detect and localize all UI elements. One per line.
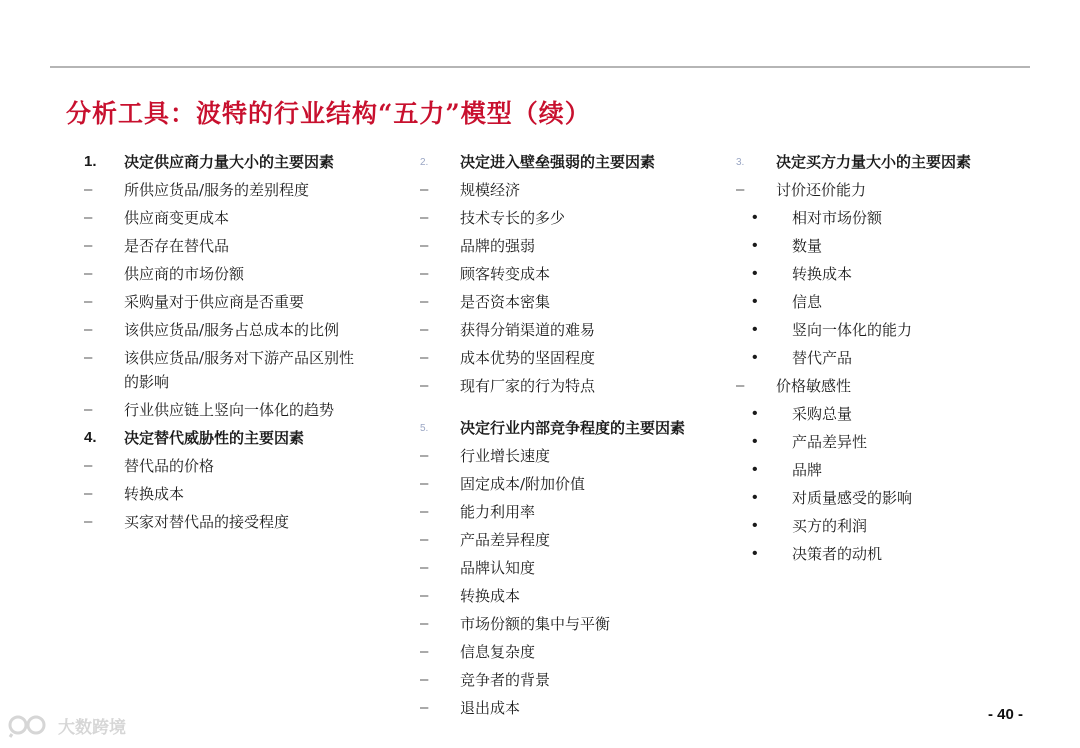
dash-marker: – [420, 503, 429, 520]
sub-list-item [736, 542, 1036, 566]
list-item-text: 决策者的动机 [792, 545, 883, 563]
bullet-marker: • [752, 433, 758, 450]
list-item-text: 所供应货品/服务的差别程度 [124, 181, 310, 199]
list-item-text: 买方的利润 [792, 517, 868, 535]
list-item-text: 行业增长速度 [460, 447, 551, 465]
list-item-text: 转换成本 [460, 587, 521, 605]
page-title: 分析工具：波特的行业结构“五力”模型（续） [66, 99, 591, 128]
list-item-text: 数量 [792, 237, 823, 255]
watermark-text: 大数跨境 [58, 717, 126, 737]
dash-marker: – [84, 209, 93, 226]
list-item-text: 信息 [792, 293, 823, 311]
list-item [84, 346, 364, 394]
dash-marker: – [84, 293, 93, 310]
list-item [420, 696, 720, 720]
list-item [420, 556, 720, 580]
list-item-text: 对质量感受的影响 [792, 489, 913, 507]
list-item-text: 成本优势的坚固程度 [460, 349, 596, 367]
dash-marker: – [420, 377, 429, 394]
list-item-text: 转换成本 [792, 265, 853, 283]
list-item [420, 444, 720, 468]
sub-list-item [736, 262, 1036, 286]
dash-marker: – [420, 209, 429, 226]
dash-marker: – [420, 587, 429, 604]
list-item [736, 374, 1036, 398]
list-item [84, 206, 364, 230]
list-item-text: 产品差异程度 [460, 531, 551, 549]
section-number: 4. [84, 429, 97, 446]
dash-marker: – [84, 265, 93, 282]
sub-list-item [736, 206, 1036, 230]
list-item-text: 现有厂家的行为特点 [460, 377, 596, 395]
dash-marker: – [736, 181, 745, 198]
list-item-text: 供应商的市场份额 [124, 265, 245, 283]
list-item-text: 固定成本/附加价值 [460, 475, 586, 493]
list-item-text: 是否资本密集 [460, 293, 551, 311]
sub-list-item [736, 402, 1036, 426]
list-item-text: 市场份额的集中与平衡 [460, 615, 611, 633]
list-item [84, 290, 364, 314]
bullet-marker: • [752, 349, 758, 366]
dash-marker: – [420, 447, 429, 464]
dash-marker: – [420, 265, 429, 282]
dash-marker: – [420, 615, 429, 632]
bullet-marker: • [752, 517, 758, 534]
list-item-text: 转换成本 [124, 485, 185, 503]
dash-marker: – [84, 181, 93, 198]
bullet-marker: • [752, 489, 758, 506]
list-item-text: 采购总量 [792, 405, 853, 423]
section-heading [420, 416, 720, 440]
page-number: - 40 - [988, 706, 1024, 723]
sub-list-item [736, 318, 1036, 342]
list-item-text: 相对市场份额 [792, 209, 883, 227]
list-item-text: 品牌 [792, 461, 823, 479]
watermark-logo-icon [8, 712, 52, 738]
dash-marker: – [84, 401, 93, 418]
list-item-text: 获得分销渠道的难易 [460, 321, 596, 339]
list-item [420, 374, 720, 398]
list-item-text: 信息复杂度 [460, 643, 536, 661]
list-item [420, 346, 720, 370]
section-number: 1. [84, 153, 97, 170]
list-item-text: 替代产品 [792, 349, 853, 367]
column-supplier-substitute [84, 150, 364, 538]
list-item [84, 482, 364, 506]
list-item-text: 买家对替代品的接受程度 [124, 513, 290, 531]
top-divider [50, 66, 1030, 68]
list-item-text: 讨价还价能力 [776, 181, 867, 199]
dash-marker: – [420, 699, 429, 716]
section-heading [84, 426, 364, 450]
bullet-marker: • [752, 293, 758, 310]
list-item [420, 500, 720, 524]
dash-marker: – [84, 237, 93, 254]
dash-marker: – [84, 321, 93, 338]
list-item-text: 产品差异性 [792, 433, 868, 451]
list-item-text: 行业供应链上竖向一体化的趋势 [124, 401, 335, 419]
column-entry-rivalry [420, 150, 720, 724]
section-title: 决定买方力量大小的主要因素 [776, 153, 972, 171]
dash-marker: – [84, 513, 93, 530]
list-item [84, 398, 364, 422]
list-item [420, 206, 720, 230]
section-gap [420, 402, 720, 416]
list-item-text: 供应商变更成本 [124, 209, 230, 227]
list-item [420, 472, 720, 496]
list-item [420, 612, 720, 636]
bullet-marker: • [752, 405, 758, 422]
dash-marker: – [420, 671, 429, 688]
list-item [84, 262, 364, 286]
bullet-marker: • [752, 209, 758, 226]
list-item-text: 是否存在替代品 [124, 237, 230, 255]
list-item [84, 510, 364, 534]
list-item-text: 替代品的价格 [124, 457, 215, 475]
bullet-marker: • [752, 265, 758, 282]
bullet-marker: • [752, 545, 758, 562]
list-item [736, 178, 1036, 202]
list-item [420, 668, 720, 692]
dash-marker: – [420, 237, 429, 254]
list-item-text: 顾客转变成本 [460, 265, 551, 283]
list-item-text: 该供应货品/服务占总成本的比例 [124, 321, 340, 339]
dash-marker: – [420, 531, 429, 548]
sub-list-item [736, 234, 1036, 258]
list-item [420, 178, 720, 202]
bullet-marker: • [752, 321, 758, 338]
section-number: 3. [736, 157, 745, 168]
dash-marker: – [736, 377, 745, 394]
list-item-text: 竞争者的背景 [460, 671, 551, 689]
dash-marker: – [84, 349, 93, 366]
list-item [84, 318, 364, 342]
dash-marker: – [420, 181, 429, 198]
sub-list-item [736, 486, 1036, 510]
dash-marker: – [420, 643, 429, 660]
sub-list-item [736, 514, 1036, 538]
sub-list-item [736, 290, 1036, 314]
list-item [420, 528, 720, 552]
sub-list-item [736, 346, 1036, 370]
section-heading [84, 150, 364, 174]
section-number: 5. [420, 423, 429, 434]
bullet-marker: • [752, 237, 758, 254]
dash-marker: – [420, 293, 429, 310]
list-item [420, 234, 720, 258]
dash-marker: – [84, 457, 93, 474]
list-item-text: 退出成本 [460, 699, 521, 717]
list-item [420, 290, 720, 314]
list-item [420, 318, 720, 342]
list-item [420, 640, 720, 664]
list-item-text: 规模经济 [460, 181, 521, 199]
section-number: 2. [420, 157, 429, 168]
list-item-text: 价格敏感性 [776, 377, 852, 395]
list-item-text: 该供应货品/服务对下游产品区别性的影响 [124, 349, 355, 391]
list-item [420, 584, 720, 608]
list-item [84, 454, 364, 478]
bullet-marker: • [752, 461, 758, 478]
list-item-text: 能力利用率 [460, 503, 536, 521]
list-item [84, 234, 364, 258]
list-item-text: 品牌认知度 [460, 559, 536, 577]
sub-list-item [736, 430, 1036, 454]
watermark [8, 712, 126, 738]
list-item-text: 竖向一体化的能力 [792, 321, 913, 339]
dash-marker: – [420, 349, 429, 366]
sub-list-item [736, 458, 1036, 482]
column-buyer [736, 150, 1036, 570]
list-item [420, 262, 720, 286]
list-item-text: 技术专长的多少 [460, 209, 566, 227]
dash-marker: – [420, 475, 429, 492]
section-title: 决定供应商力量大小的主要因素 [124, 153, 335, 171]
list-item [84, 178, 364, 202]
section-heading [736, 150, 1036, 174]
dash-marker: – [84, 485, 93, 502]
section-heading [420, 150, 720, 174]
list-item-text: 采购量对于供应商是否重要 [124, 293, 305, 311]
list-item-text: 品牌的强弱 [460, 237, 536, 255]
section-title: 决定进入壁垒强弱的主要因素 [460, 153, 656, 171]
section-title: 决定行业内部竞争程度的主要因素 [460, 419, 686, 437]
dash-marker: – [420, 321, 429, 338]
section-title: 决定替代威胁性的主要因素 [124, 429, 305, 447]
dash-marker: – [420, 559, 429, 576]
